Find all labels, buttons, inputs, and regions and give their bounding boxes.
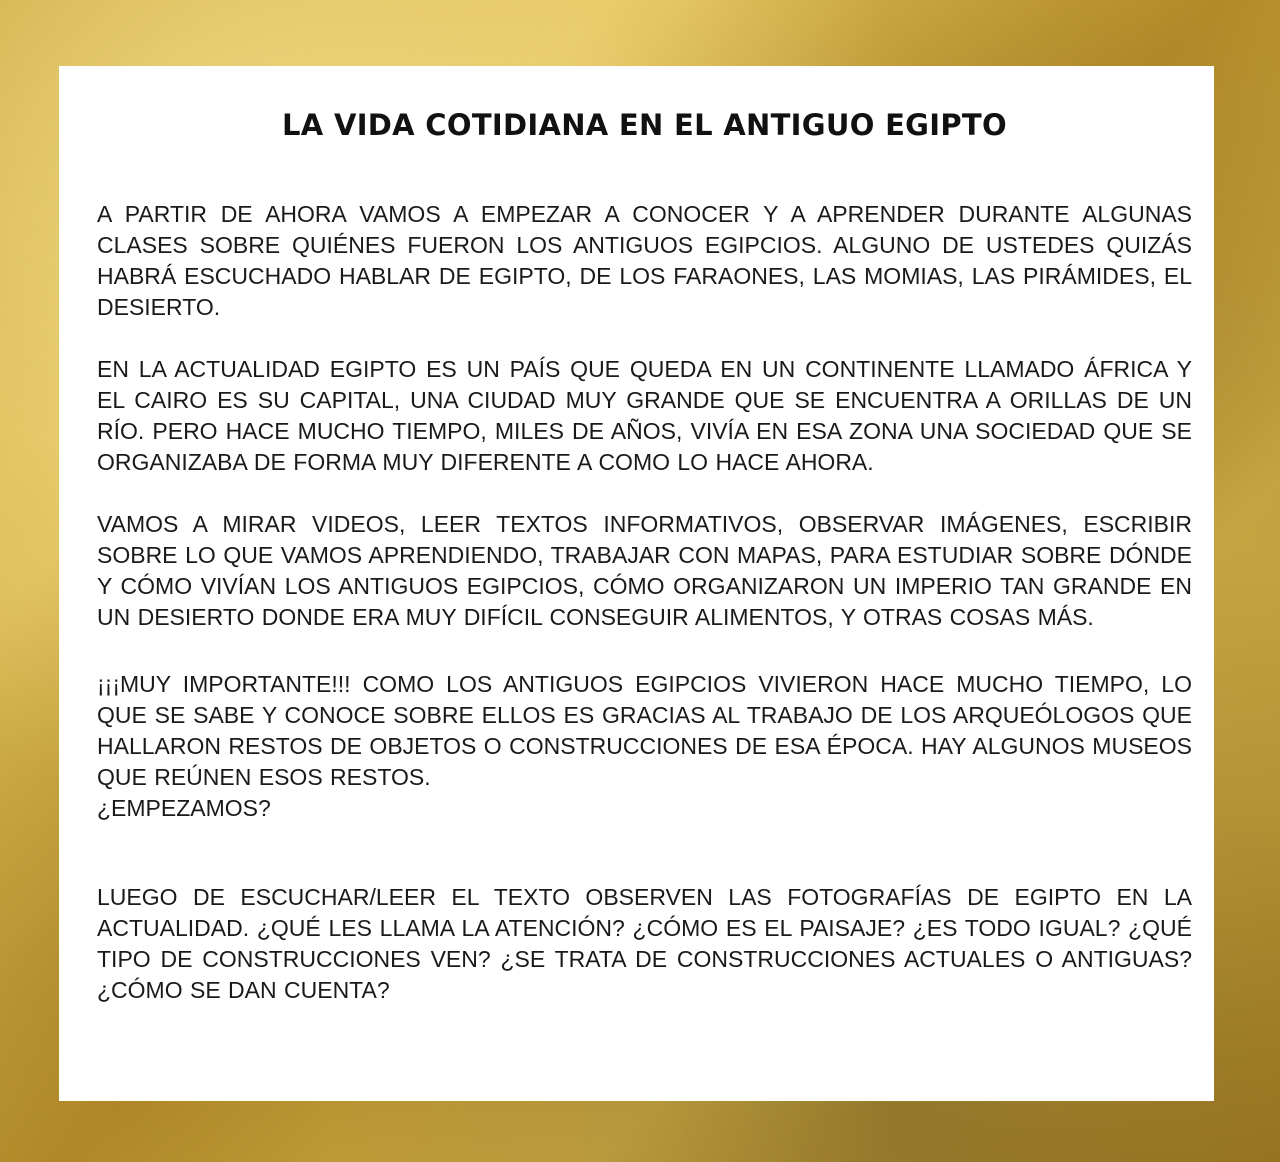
paragraph-intro: A PARTIR DE AHORA VAMOS A EMPEZAR A CONOCER Y A APRENDER DURANTE ALGUNAS CLASES SOBRE QUIÉNES FUERON LOS ANTIGUOS EGIPCIOS. ALGUNO DE USTEDES QUIZÁS HABRÁ ESCUCHADO HABLAR DE EGIPTO, DE LOS FARAONES, LAS MOMIAS, LAS PIRÁMIDES, EL DESIERTO.: [97, 200, 1192, 320]
question-start: ¿EMPEZAMOS?: [97, 794, 271, 821]
document-page: [59, 66, 1214, 1101]
document-title: LA VIDA COTIDIANA EN EL ANTIGUO EGIPTO: [282, 108, 1007, 142]
document-body: [97, 199, 1192, 1006]
paragraph-instructions: LUEGO DE ESCUCHAR/LEER EL TEXTO OBSERVEN LAS FOTOGRAFÍAS DE EGIPTO EN LA ACTUALIDAD. ¿QUÉ LES LLAMA LA ATENCIÓN? ¿CÓMO ES EL PAISAJE? ¿ES TODO IGUAL? ¿QUÉ TIPO DE CONSTRUCCIONES VEN? ¿SE TRATA DE CONSTRUCCIONES ACTUALES O ANTIGUAS? ¿CÓMO SE DAN CUENTA?: [97, 883, 1192, 1003]
paragraph-activities: VAMOS A MIRAR VIDEOS, LEER TEXTOS INFORMATIVOS, OBSERVAR IMÁGENES, ESCRIBIR SOBRE LO QUE VAMOS APRENDIENDO, TRABAJAR CON MAPAS, PARA ESTUDIAR SOBRE DÓNDE Y CÓMO VIVÍAN LOS ANTIGUOS EGIPCIOS, CÓMO ORGANIZARON UN IMPERIO TAN GRANDE EN UN DESIERTO DONDE ERA MUY DIFÍCIL CONSEGUIR ALIMENTOS, Y OTRAS COSAS MÁS.: [97, 510, 1192, 630]
paragraph-important: ¡¡¡MUY IMPORTANTE!!! COMO LOS ANTIGUOS EGIPCIOS VIVIERON HACE MUCHO TIEMPO, LO QUE SE SABE Y CONOCE SOBRE ELLOS ES GRACIAS AL TRABAJO DE LOS ARQUEÓLOGOS QUE HALLARON RESTOS DE OBJETOS O CONSTRUCCIONES DE ESA ÉPOCA. HAY ALGUNOS MUSEOS QUE REÚNEN ESOS RESTOS.: [97, 670, 1192, 790]
paragraph-important-block: [97, 669, 1192, 824]
paragraph-location: EN LA ACTUALIDAD EGIPTO ES UN PAÍS QUE QUEDA EN UN CONTINENTE LLAMADO ÁFRICA Y EL CAIRO ES SU CAPITAL, UNA CIUDAD MUY GRANDE QUE SE ENCUENTRA A ORILLAS DE UN RÍO. PERO HACE MUCHO TIEMPO, MILES DE AÑOS, VIVÍA EN ESA ZONA UNA SOCIEDAD QUE SE ORGANIZABA DE FORMA MUY DIFERENTE A COMO LO HACE AHORA.: [97, 355, 1192, 475]
